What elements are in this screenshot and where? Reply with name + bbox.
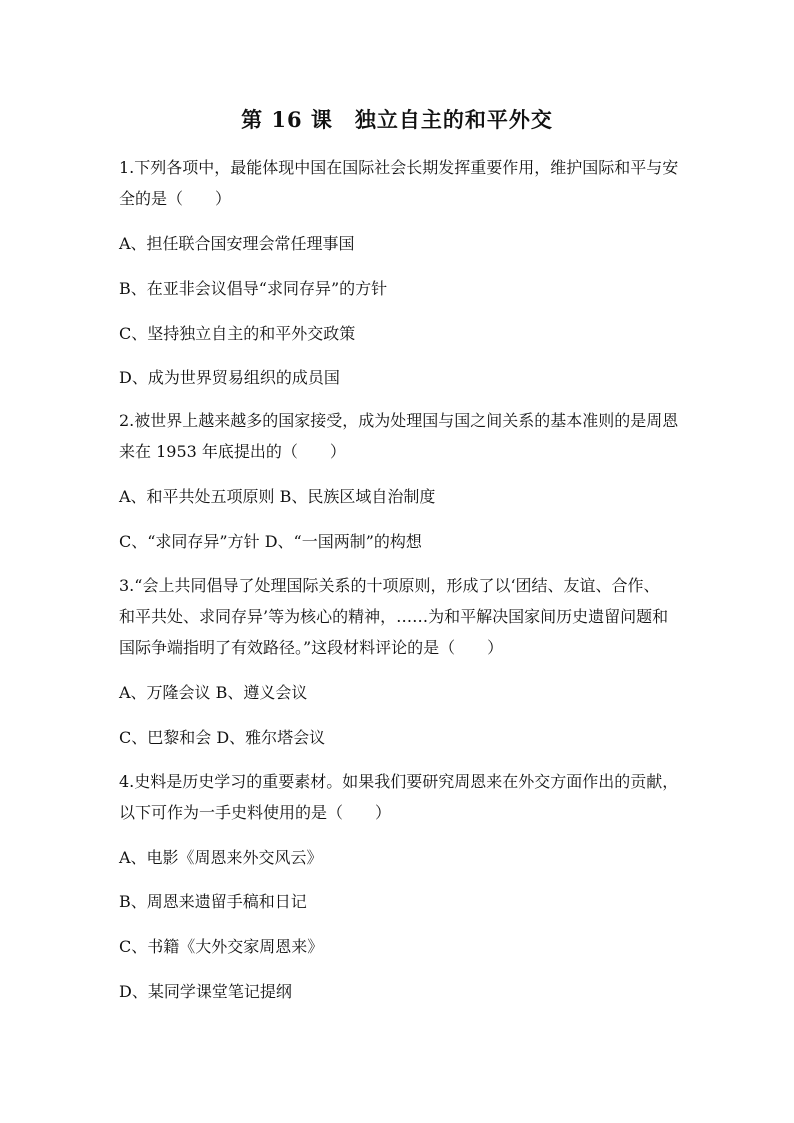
question-3-stem-line-3: 国际争端指明了有效路径。”这段材料评论的是（ ） bbox=[119, 638, 504, 657]
question-3-stem-line-2: 和平共处、求同存异’等为核心的精神，……为和平解决国家间历史遗留问题和 bbox=[119, 607, 669, 626]
question-4-option-d: D、某同学课堂笔记提纲 bbox=[119, 982, 292, 1001]
page-title: 第 16 课 独立自主的和平外交 bbox=[241, 107, 553, 132]
question-3-options-cd: C、巴黎和会 D、雅尔塔会议 bbox=[119, 728, 326, 747]
question-4-option-c: C、书籍《大外交家周恩来》 bbox=[119, 937, 324, 956]
question-2-options-ab: A、和平共处五项原则 B、民族区域自治制度 bbox=[119, 487, 436, 506]
question-1-stem-line-1: 1.下列各项中，最能体现中国在国际社会长期发挥重要作用，维护国际和平与安 bbox=[119, 158, 679, 177]
question-3-options-ab: A、万隆会议 B、遵义会议 bbox=[119, 683, 308, 702]
question-1-option-b: B、在亚非会议倡导“求同存异”的方针 bbox=[119, 279, 388, 298]
question-2-stem-line-1: 2.被世界上越来越多的国家接受，成为处理国与国之间关系的基本准则的是周恩 bbox=[119, 411, 679, 430]
question-2-options-cd: C、“求同存异”方针 D、“一国两制”的构想 bbox=[119, 532, 422, 551]
question-1-option-a: A、担任联合国安理会常任理事国 bbox=[119, 234, 355, 253]
question-1-stem-line-2: 全的是（ ） bbox=[119, 189, 232, 208]
question-4-stem-line-2: 以下可作为一手史料使用的是（ ） bbox=[119, 803, 392, 822]
question-2-stem-line-2: 来在 1953 年底提出的（ ） bbox=[119, 442, 346, 461]
question-4-option-b: B、周恩来遗留手稿和日记 bbox=[119, 892, 307, 911]
question-4-stem-line-1: 4.史料是历史学习的重要素材。如果我们要研究周恩来在外交方面作出的贡献， bbox=[119, 772, 679, 791]
question-1-option-d: D、成为世界贸易组织的成员国 bbox=[119, 368, 340, 387]
question-4-option-a: A、电影《周恩来外交风云》 bbox=[119, 848, 323, 867]
question-1-option-c: C、坚持独立自主的和平外交政策 bbox=[119, 324, 356, 343]
question-3-stem-line-1: 3.“会上共同倡导了处理国际关系的十项原则，形成了以‘团结、友谊、合作、 bbox=[119, 576, 660, 595]
